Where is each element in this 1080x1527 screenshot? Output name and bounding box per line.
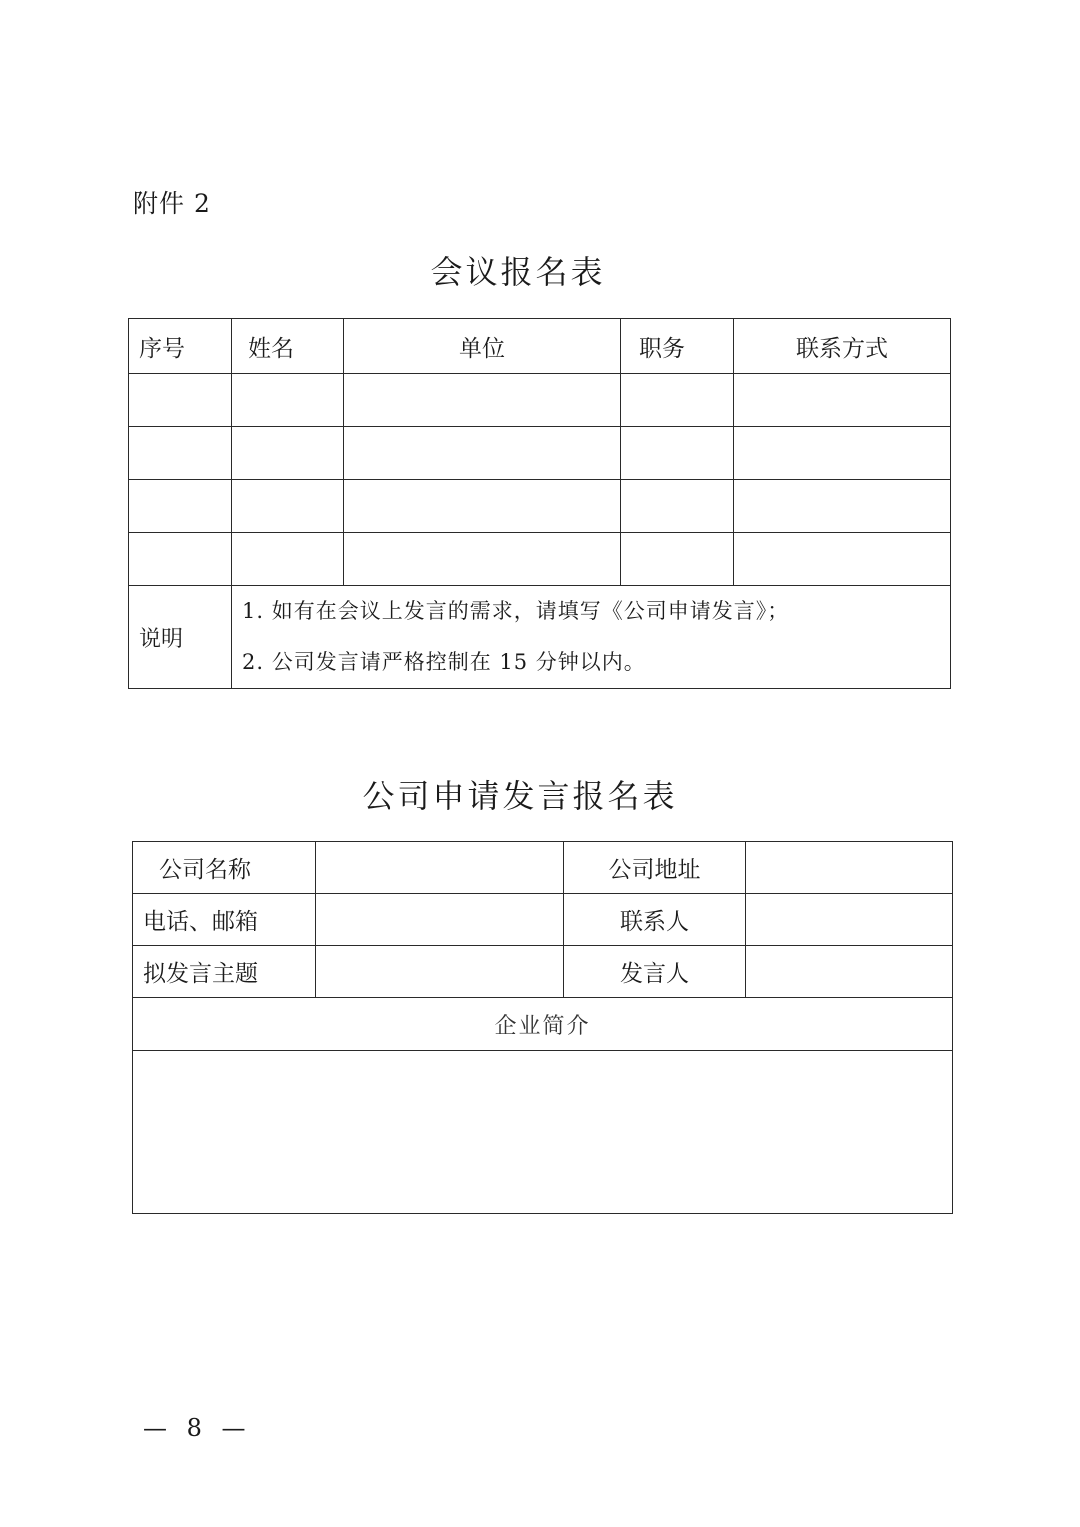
label-phone-email: 电话、邮箱 — [133, 894, 316, 946]
cell-serial[interactable] — [129, 480, 232, 533]
cell-name[interactable] — [232, 533, 344, 586]
cell-contact[interactable] — [734, 533, 951, 586]
field-phone-email[interactable] — [316, 894, 564, 946]
attachment-label: 附件 2 — [133, 189, 211, 218]
note-line-1: 1. 如有在会议上发言的需求，请填写《公司申请发言》； — [242, 599, 790, 623]
field-company-address[interactable] — [746, 842, 953, 894]
label-company-address: 公司地址 — [564, 842, 746, 894]
cell-contact[interactable] — [734, 374, 951, 427]
cell-serial[interactable] — [129, 427, 232, 480]
cell-contact[interactable] — [734, 480, 951, 533]
label-company-intro: 企业简介 — [133, 998, 953, 1051]
cell-serial[interactable] — [129, 374, 232, 427]
field-speech-topic[interactable] — [316, 946, 564, 998]
notes-row — [129, 586, 951, 689]
label-speaker: 发言人 — [564, 946, 746, 998]
table-row — [129, 533, 951, 586]
column-header-contact: 联系方式 — [734, 319, 951, 374]
column-header-serial: 序号 — [129, 319, 232, 374]
field-contact-person[interactable] — [746, 894, 953, 946]
table-row — [133, 842, 953, 894]
cell-name[interactable] — [232, 480, 344, 533]
field-speaker[interactable] — [746, 946, 953, 998]
cell-organization[interactable] — [344, 480, 621, 533]
cell-position[interactable] — [621, 427, 734, 480]
column-header-organization: 单位 — [344, 319, 621, 374]
table-row — [133, 894, 953, 946]
company-intro-body-row — [133, 1051, 953, 1214]
cell-name[interactable] — [232, 427, 344, 480]
cell-name[interactable] — [232, 374, 344, 427]
page-number: — 8 — — [143, 1414, 252, 1442]
company-intro-header-row — [133, 998, 953, 1051]
column-header-position: 职务 — [621, 319, 734, 374]
notes-content — [232, 586, 951, 689]
table-row — [129, 480, 951, 533]
registration-form-title: 会议报名表 — [430, 253, 606, 292]
cell-contact[interactable] — [734, 427, 951, 480]
label-speech-topic: 拟发言主题 — [133, 946, 316, 998]
table-row — [133, 946, 953, 998]
note-line-2: 2. 公司发言请严格控制在 15 分钟以内。 — [242, 650, 646, 674]
field-company-intro[interactable] — [133, 1051, 953, 1214]
cell-organization[interactable] — [344, 427, 621, 480]
field-company-name[interactable] — [316, 842, 564, 894]
cell-position[interactable] — [621, 533, 734, 586]
column-header-name: 姓名 — [232, 319, 344, 374]
table-row — [129, 374, 951, 427]
cell-organization[interactable] — [344, 374, 621, 427]
table-row — [129, 427, 951, 480]
speech-form-title: 公司申请发言报名表 — [362, 777, 678, 816]
label-contact-person: 联系人 — [564, 894, 746, 946]
table-header-row — [129, 319, 951, 374]
label-company-name: 公司名称 — [133, 842, 316, 894]
notes-label: 说明 — [129, 586, 232, 689]
cell-serial[interactable] — [129, 533, 232, 586]
cell-position[interactable] — [621, 374, 734, 427]
cell-organization[interactable] — [344, 533, 621, 586]
cell-position[interactable] — [621, 480, 734, 533]
speech-application-table — [132, 841, 953, 1214]
registration-table — [128, 318, 951, 689]
